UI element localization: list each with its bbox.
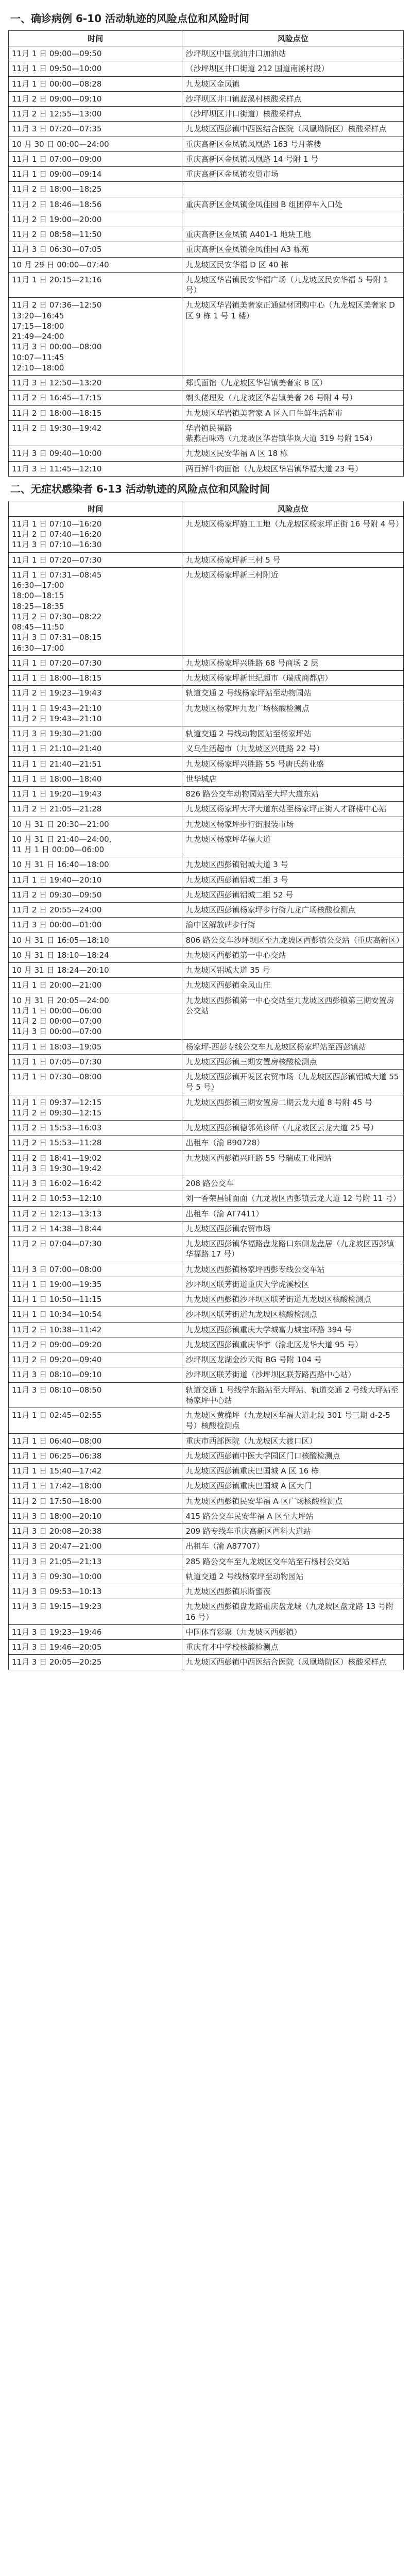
time-cell: 11月 2 日 15:53—11:28: [9, 1136, 182, 1150]
place-cell: 九龙坡区华岩镇美奢家 A 区入口生鲜生活超市: [182, 405, 404, 420]
time-cell: 10 月 29 日 00:00—07:40: [9, 257, 182, 272]
table-row: [9, 655, 404, 670]
place-cell: 九龙坡区西彭镇铝城二组 52 号: [182, 887, 404, 902]
place-cell: 出租车（渝 B90728）: [182, 1136, 404, 1150]
table-row: [9, 516, 404, 552]
place-cell: 九龙坡区西彭镇农贸市场: [182, 1221, 404, 1236]
time-cell: 11月 3 日 08:10—08:50: [9, 1382, 182, 1408]
time-cell: 11月 2 日 09:00—09:20: [9, 1337, 182, 1352]
time-cell: 11月 3 日 20:05—20:25: [9, 1655, 182, 1670]
place-cell: 九龙坡区杨家坪九龙广场核酸检测点: [182, 701, 404, 726]
time-cell: 11月 1 日 06:25—06:38: [9, 1448, 182, 1463]
time-cell: 11月 1 日 07:31—08:45 16:30—17:00 18:00—18:15 18:25—18:35 11月 2 日 07:30—08:22 08:45—11:50 11月 3 日 07:31—08:15 16:30—17:00: [9, 567, 182, 655]
place-cell: 沙坪坝区中国航油井口加油站: [182, 46, 404, 61]
place-cell: 沙坪坝区联芳街道重庆大学虎溪校区: [182, 1277, 404, 1292]
time-cell: 11月 3 日 09:30—10:00: [9, 1569, 182, 1584]
time-cell: 11月 2 日 07:36—12:50 13:20—16:45 17:15—18:00 21:49—24:00 11月 3 日 00:00—08:00 10:07—11:45 12:10—18:00: [9, 298, 182, 376]
place-cell: 九龙坡区民安华福 D 区 40 栋: [182, 257, 404, 272]
time-cell: 10 月 31 日 21:40—24:00, 11 月 1 日 00:00—06:00: [9, 832, 182, 857]
time-cell: 11月 1 日 20:15—21:16: [9, 272, 182, 298]
time-cell: 11月 3 日 11:45—12:10: [9, 461, 182, 476]
place-cell: 九龙坡区西彭镇铝城大道 3 号: [182, 857, 404, 872]
time-cell: 11月 2 日 16:45—17:15: [9, 391, 182, 405]
time-cell: 11月 1 日 18:00—18:40: [9, 771, 182, 786]
time-cell: 11月 2 日 19:00—20:00: [9, 212, 182, 227]
place-cell: （沙坪坝区井口街道 212 国道南溪村段）: [182, 61, 404, 76]
table-row: [9, 1352, 404, 1367]
time-cell: 10 月 31 日 18:24—20:10: [9, 963, 182, 978]
place-cell: 285 路公交车至九龙坡区交车站至石杨村公交站: [182, 1554, 404, 1569]
table-row: [9, 947, 404, 962]
time-cell: 11月 1 日 20:00—21:00: [9, 978, 182, 993]
time-cell: 11月 2 日 17:50—18:00: [9, 1494, 182, 1509]
table-row: [9, 242, 404, 257]
place-cell: 415 路公交车民安华福 A 区至大坪站: [182, 1509, 404, 1523]
column-header-time: 时间: [9, 31, 182, 46]
time-cell: 11月 1 日 19:43—21:10 11月 2 日 19:43—21:10: [9, 701, 182, 726]
table-row: [9, 257, 404, 272]
place-cell: 九龙坡区杨家坪新世纪超市（瑞成商都店）: [182, 671, 404, 686]
place-cell: 九龙坡区杨家坪步行街服装市场: [182, 817, 404, 832]
table-row: [9, 1367, 404, 1382]
risk-table: [8, 30, 404, 477]
table-row: [9, 567, 404, 655]
time-cell: 10 月 31 日 16:05—18:10: [9, 933, 182, 947]
table-row: [9, 726, 404, 741]
place-cell: 九龙坡区杨家坪大坪大道东站至杨家坪正街人才群楼中心站: [182, 802, 404, 817]
place-cell: 九龙坡区西彭镇开发区农贸市场（九龙坡区西彭镇铝城大道 55 号 5 号）: [182, 1070, 404, 1095]
table-row: [9, 212, 404, 227]
place-cell: 轨道交通 1 号线学东路站至大坪站、轨道交通 2 号线大坪站至杨家坪中心站: [182, 1382, 404, 1408]
time-cell: 11月 3 日 07:00—08:00: [9, 1262, 182, 1277]
place-cell: 九龙坡区西彭镇重庆华宇（渝北区龙华大道 95 号）: [182, 1337, 404, 1352]
place-cell: 九龙坡区西彭镇兴旺路 55 号瑞成工业园站: [182, 1150, 404, 1176]
place-cell: 九龙坡区民安华福 A 区 18 栋: [182, 446, 404, 461]
table-row: [9, 1136, 404, 1150]
table-row: [9, 872, 404, 887]
place-cell: 九龙坡区西彭镇三期安置房核酸检测点: [182, 1054, 404, 1069]
table-row: [9, 151, 404, 166]
table-row: [9, 420, 404, 446]
time-cell: 11月 1 日 07:00—09:00: [9, 151, 182, 166]
time-cell: 11月 3 日 00:00—01:00: [9, 918, 182, 933]
time-cell: 11月 3 日 19:30—21:00: [9, 726, 182, 741]
time-cell: 11月 2 日 12:55—13:00: [9, 107, 182, 122]
sections: [8, 10, 404, 1670]
table-header-row: [9, 501, 404, 516]
place-cell: 九龙坡区杨家坪新三村附近: [182, 567, 404, 655]
table-row: [9, 701, 404, 726]
risk-table: [8, 501, 404, 1670]
time-cell: 11月 3 日 16:02—16:42: [9, 1176, 182, 1191]
table-row: [9, 197, 404, 212]
time-cell: 11月 1 日 07:30—08:00: [9, 1070, 182, 1095]
table-row: [9, 817, 404, 832]
time-cell: 11月 3 日 08:10—09:10: [9, 1367, 182, 1382]
time-cell: 11月 2 日 10:38—11:42: [9, 1322, 182, 1337]
table-row: [9, 1221, 404, 1236]
place-cell: 九龙坡区华岩镇美奢家正通建材团购中心（九龙坡区美奢家 D 区 9 栋 1 号 1 楼）: [182, 298, 404, 376]
column-header-time: 时间: [9, 501, 182, 516]
table-row: [9, 933, 404, 947]
time-cell: 11月 2 日 15:53—16:03: [9, 1121, 182, 1136]
time-cell: 11月 3 日 12:50—13:20: [9, 376, 182, 391]
place-cell: [182, 182, 404, 197]
time-cell: 10 月 31 日 20:05—24:00 11月 1 日 00:00—06:00 11月 2 日 00:00—07:00 11月 3 日 00:00—07:00: [9, 993, 182, 1039]
time-cell: 11月 2 日 19:23—19:43: [9, 686, 182, 701]
table-row: [9, 1121, 404, 1136]
table-row: [9, 832, 404, 857]
place-cell: 九龙坡区黄桷坪（九龙坡区华福大道北段 301 号三期 d-2-5 号）核酸检测点: [182, 1408, 404, 1434]
table-row: [9, 756, 404, 771]
time-cell: 11月 2 日 18:00—18:25: [9, 182, 182, 197]
place-cell: 重庆高新区金凤镇凤凰路 163 号月茶楼: [182, 137, 404, 151]
place-cell: 九龙坡区西彭镇金凤山庄: [182, 978, 404, 993]
time-cell: 11月 3 日 19:46—20:05: [9, 1640, 182, 1655]
table-row: [9, 771, 404, 786]
place-cell: 两百鲜牛肉面馆（九龙坡区华岩镇华福大道 23 号）: [182, 461, 404, 476]
place-cell: 九龙坡区杨家坪新三村 5 号: [182, 552, 404, 567]
time-cell: 11月 1 日 09:00—09:14: [9, 167, 182, 182]
table-row: [9, 1494, 404, 1509]
time-cell: 11月 1 日 10:34—10:54: [9, 1307, 182, 1322]
table-row: [9, 1433, 404, 1448]
table-row: [9, 1262, 404, 1277]
time-cell: 11月 1 日 06:40—08:00: [9, 1433, 182, 1448]
table-row: [9, 1206, 404, 1221]
table-row: [9, 1655, 404, 1670]
place-cell: 出租车（渝 A87707）: [182, 1539, 404, 1554]
table-row: [9, 376, 404, 391]
place-cell: 重庆高新区金凤镇金凤佳园 B 组团停车入口处: [182, 197, 404, 212]
table-row: [9, 1095, 404, 1121]
table-row: [9, 993, 404, 1039]
table-row: [9, 887, 404, 902]
time-cell: 11月 1 日 09:00—09:50: [9, 46, 182, 61]
time-cell: 11月 2 日 09:20—09:40: [9, 1352, 182, 1367]
time-cell: 11月 1 日 18:00—18:15: [9, 671, 182, 686]
place-cell: 沙坪坝区龙湖金沙天街 BG 号附 104 号: [182, 1352, 404, 1367]
place-cell: [182, 212, 404, 227]
place-cell: 九龙坡区杨家坪华福大道: [182, 832, 404, 857]
time-cell: 11月 1 日 07:20—07:30: [9, 655, 182, 670]
table-row: [9, 61, 404, 76]
table-row: [9, 1569, 404, 1584]
time-cell: 11月 2 日 19:30—19:42: [9, 420, 182, 446]
place-cell: 渝中区解放碑步行街: [182, 918, 404, 933]
place-cell: 轨道交通 2 号线杨家坪至动物园站: [182, 1569, 404, 1584]
table-row: [9, 167, 404, 182]
place-cell: 中国体育彩票（九龙坡区西彭镇）: [182, 1624, 404, 1639]
time-cell: 11月 3 日 20:47—21:00: [9, 1539, 182, 1554]
table-row: [9, 963, 404, 978]
table-row: [9, 903, 404, 918]
place-cell: 九龙坡区西彭镇中西医结合医院（凤凰坳院区）核酸采样点: [182, 1655, 404, 1670]
place-cell: 九龙坡区西彭镇中西医结合医院（凤凰坳院区）核酸采样点: [182, 122, 404, 137]
time-cell: 11月 1 日 17:42—18:00: [9, 1479, 182, 1494]
place-cell: 世华城店: [182, 771, 404, 786]
table-row: [9, 182, 404, 197]
time-cell: 11月 1 日 19:20—19:43: [9, 787, 182, 802]
place-cell: 九龙坡区杨家坪施工工地（九龙坡区杨家坪正街 16 号附 4 号）: [182, 516, 404, 552]
time-cell: 11月 1 日 02:45—02:55: [9, 1408, 182, 1434]
place-cell: 209 路专线车重庆高新区西科大道站: [182, 1524, 404, 1539]
table-row: [9, 1322, 404, 1337]
table-row: [9, 446, 404, 461]
table-row: [9, 1509, 404, 1523]
time-cell: 11月 2 日 09:00—09:10: [9, 91, 182, 106]
place-cell: 九龙坡区西彭镇杨家坪西彭专线公交车站: [182, 1262, 404, 1277]
place-cell: 沙坪坝区井口镇蓝溪村核酸采样点: [182, 91, 404, 106]
section-title: 二、无症状感染者 6-13 活动轨迹的风险点位和风险时间: [10, 482, 270, 495]
time-cell: 11月 2 日 14:38—18:44: [9, 1221, 182, 1236]
place-cell: 208 路公交车: [182, 1176, 404, 1191]
table-row: [9, 1448, 404, 1463]
table-row: [9, 391, 404, 405]
place-cell: 九龙坡区华岩镇民安华福广场（九龙坡区民安华福 5 号附 1 号）: [182, 272, 404, 298]
time-cell: 11月 3 日 09:40—10:00: [9, 446, 182, 461]
place-cell: 826 路公交车动物园站至大坪大道东站: [182, 787, 404, 802]
place-cell: 义乌生活超市（九龙坡区兴胜路 22 号）: [182, 741, 404, 756]
place-cell: 重庆高新区金凤镇凤凰路 14 号附 1 号: [182, 151, 404, 166]
place-cell: 九龙坡区西彭镇民安华福 A 区广场核酸检测点: [182, 1494, 404, 1509]
time-cell: 11月 2 日 18:46—18:56: [9, 197, 182, 212]
table-row: [9, 122, 404, 137]
table-row: [9, 1382, 404, 1408]
table-row: [9, 978, 404, 993]
place-cell: 九龙坡区杨家坪兴胜路 55 号唐氏药业盛: [182, 756, 404, 771]
table-row: [9, 1039, 404, 1054]
table-row: [9, 1624, 404, 1639]
time-cell: 11月 1 日 21:40—21:51: [9, 756, 182, 771]
section-title: 一、确诊病例 6-10 活动轨迹的风险点位和风险时间: [10, 12, 249, 25]
place-cell: 九龙坡区西彭镇德邻苑诊所（九龙坡区云龙大道 25 号）: [182, 1121, 404, 1136]
place-cell: 杨家坪-西彭专线公交车九龙坡区杨家坪站至西彭镇站: [182, 1039, 404, 1054]
column-header-place: 风险点位: [182, 31, 404, 46]
time-cell: 11月 1 日 21:10—21:40: [9, 741, 182, 756]
place-cell: 刘一香荣昌铺面面（九龙坡区西彭镇云龙大道 12 号附 11 号）: [182, 1191, 404, 1206]
place-cell: 九龙坡区铝城大道 35 号: [182, 963, 404, 978]
time-cell: 10 月 31 日 18:10—18:24: [9, 947, 182, 962]
table-row: [9, 1640, 404, 1655]
table-row: [9, 1307, 404, 1322]
time-cell: 11月 1 日 07:05—07:30: [9, 1054, 182, 1069]
time-cell: 11月 3 日 09:53—10:13: [9, 1584, 182, 1599]
time-cell: 11月 2 日 09:30—09:50: [9, 887, 182, 902]
time-cell: 11月 3 日 07:20—07:35: [9, 122, 182, 137]
table-row: [9, 1464, 404, 1479]
table-row: [9, 1408, 404, 1434]
table-row: [9, 1554, 404, 1569]
time-cell: 11月 2 日 07:04—07:30: [9, 1236, 182, 1262]
place-cell: 重庆高新区金凤镇农贸市场: [182, 167, 404, 182]
place-cell: 重庆高新区金凤镇 A401-1 地块工地: [182, 227, 404, 242]
table-row: [9, 1277, 404, 1292]
time-cell: 11月 1 日 10:50—11:15: [9, 1292, 182, 1307]
table-row: [9, 76, 404, 91]
time-cell: 10 月 31 日 20:30—21:00: [9, 817, 182, 832]
place-cell: 九龙坡区西彭镇杨家坪步行街九龙广场核酸检测点: [182, 903, 404, 918]
time-cell: 11月 1 日 07:20—07:30: [9, 552, 182, 567]
time-cell: 11月 2 日 12:13—13:13: [9, 1206, 182, 1221]
time-cell: 11月 2 日 10:53—12:10: [9, 1191, 182, 1206]
place-cell: 九龙坡区西彭镇重庆巴国城 A 区大门: [182, 1479, 404, 1494]
time-cell: 10 月 31 日 16:40—18:00: [9, 857, 182, 872]
place-cell: 九龙坡区西彭镇铝城二组 3 号: [182, 872, 404, 887]
table-row: [9, 787, 404, 802]
time-cell: 11月 1 日 07:10—16:20 11月 2 日 07:40—16:20 11月 3 日 07:10—16:30: [9, 516, 182, 552]
table-row: [9, 91, 404, 106]
time-cell: 11月 1 日 09:50—10:00: [9, 61, 182, 76]
place-cell: 出租车（渝 AT7411）: [182, 1206, 404, 1221]
table-row: [9, 1054, 404, 1069]
time-cell: 11月 1 日 18:03—19:05: [9, 1039, 182, 1054]
time-cell: 11月 3 日 19:23—19:46: [9, 1624, 182, 1639]
place-cell: 剃头佬理发（九龙坡区华岩镇美奢 26 号附 4 号）: [182, 391, 404, 405]
place-cell: 九龙坡区西彭镇重庆大学城富力城宝环路 394 号: [182, 1322, 404, 1337]
place-cell: 轨道交通 2 号线杨家坪站至动物园站: [182, 686, 404, 701]
table-row: [9, 461, 404, 476]
table-row: [9, 671, 404, 686]
place-cell: （沙坪坝区井口街道）核酸采样点: [182, 107, 404, 122]
table-row: [9, 298, 404, 376]
table-row: [9, 1524, 404, 1539]
table-row: [9, 1599, 404, 1625]
table-row: [9, 1337, 404, 1352]
table-row: [9, 802, 404, 817]
place-cell: 重庆育才中学校核酸检测点: [182, 1640, 404, 1655]
table-row: [9, 405, 404, 420]
place-cell: 九龙坡区西彭镇三期安置房二期云龙大道 8 号附 45 号: [182, 1095, 404, 1121]
table-row: [9, 1150, 404, 1176]
place-cell: 重庆高新区金凤镇金凤佳园 A3 栋苑: [182, 242, 404, 257]
time-cell: 11月 2 日 08:58—11:50: [9, 227, 182, 242]
table-row: [9, 1479, 404, 1494]
table-row: [9, 107, 404, 122]
table-header-row: [9, 31, 404, 46]
table-row: [9, 1236, 404, 1262]
place-cell: 轨道交通 2 号线动物园站至杨家坪站: [182, 726, 404, 741]
place-cell: 郑氏面馆（九龙坡区华岩镇美奢家 B 区）: [182, 376, 404, 391]
table-row: [9, 1191, 404, 1206]
table-row: [9, 552, 404, 567]
place-cell: 九龙坡区西彭镇重庆巴国城 A 区 16 栋: [182, 1464, 404, 1479]
time-cell: 11月 1 日 15:40—17:42: [9, 1464, 182, 1479]
place-cell: 九龙坡区杨家坪兴胜路 68 号商场 2 层: [182, 655, 404, 670]
table-row: [9, 1070, 404, 1095]
table-row: [9, 741, 404, 756]
place-cell: 重庆市西部医院（九龙坡区大渡口区）: [182, 1433, 404, 1448]
table-row: [9, 1539, 404, 1554]
table-row: [9, 918, 404, 933]
time-cell: 11月 3 日 21:05—21:13: [9, 1554, 182, 1569]
time-cell: 11月 3 日 19:15—19:23: [9, 1599, 182, 1625]
place-cell: 九龙坡区西彭镇第一中心交站至九龙坡区西彭镇第三期安置房公交站: [182, 993, 404, 1039]
table-row: [9, 686, 404, 701]
column-header-place: 风险点位: [182, 501, 404, 516]
place-cell: 沙坪坝区联芳街道九龙坡区核酸检测点: [182, 1307, 404, 1322]
place-cell: 九龙坡区西彭镇第一中心交站: [182, 947, 404, 962]
time-cell: 11月 3 日 18:00—20:10: [9, 1509, 182, 1523]
place-cell: 沙坪坝区联芳街道（沙坪坝区联芳路西路中心站）: [182, 1367, 404, 1382]
table-row: [9, 1584, 404, 1599]
time-cell: 11月 2 日 21:05—21:28: [9, 802, 182, 817]
table-row: [9, 272, 404, 298]
table-row: [9, 1176, 404, 1191]
time-cell: 11月 1 日 19:40—20:10: [9, 872, 182, 887]
table-row: [9, 227, 404, 242]
time-cell: 11月 2 日 18:00—18:15: [9, 405, 182, 420]
time-cell: 11月 3 日 06:30—07:05: [9, 242, 182, 257]
time-cell: 11月 1 日 09:37—12:15 11月 2 日 09:30—12:15: [9, 1095, 182, 1121]
place-cell: 九龙坡区西彭镇盘龙路重庆盘龙城（九龙坡区盘龙路 13 号附 16 号）: [182, 1599, 404, 1625]
place-cell: 九龙坡区西彭镇中医大学园区门口核酸检测点: [182, 1448, 404, 1463]
place-cell: 九龙坡区西彭镇乐斯蜜夜: [182, 1584, 404, 1599]
place-cell: 806 路公交车沙坪坝区至九龙坡区西彭镇公交站（重庆高新区）: [182, 933, 404, 947]
time-cell: 11月 2 日 18:41—19:02 11月 3 日 19:30—19:42: [9, 1150, 182, 1176]
time-cell: 11月 1 日 19:00—19:35: [9, 1277, 182, 1292]
place-cell: 九龙坡区西彭镇沙坪坝区联芳街道九龙坡区核酸检测点: [182, 1292, 404, 1307]
place-cell: 九龙坡区金凤镇: [182, 76, 404, 91]
table-row: [9, 857, 404, 872]
time-cell: 11月 1 日 00:00—08:28: [9, 76, 182, 91]
table-row: [9, 137, 404, 151]
table-row: [9, 46, 404, 61]
time-cell: 10 月 30 日 00:00—24:00: [9, 137, 182, 151]
time-cell: 11月 3 日 20:08—20:38: [9, 1524, 182, 1539]
time-cell: 11月 2 日 20:55—24:00: [9, 903, 182, 918]
place-cell: 九龙坡区西彭镇华福路盘龙路口东侧龙盘居（九龙坡区西彭镇华福路 17 号）: [182, 1236, 404, 1262]
table-row: [9, 1292, 404, 1307]
place-cell: 华岩镇民福路 紫燕百味鸡（九龙坡区华岩镇华岚大道 319 号附 154）: [182, 420, 404, 446]
